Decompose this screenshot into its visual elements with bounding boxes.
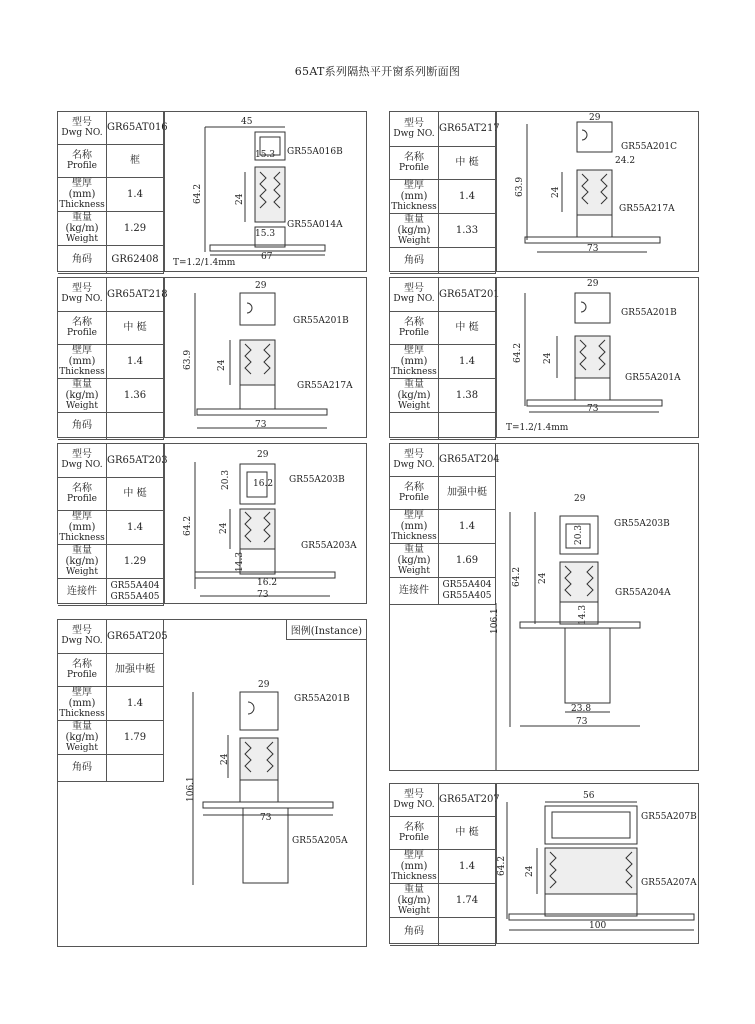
dwg-number: GR65AT218	[107, 278, 164, 311]
dwg-number: GR65AT204	[439, 444, 496, 476]
profile-card-gr65at217: 型号 Dwg NO. GR65AT217 名称 Profile 中 梃 壁厚 (mm) Thickness 1.4 重量 (kg/m) Weight 1.33 角码 29 GR55A201C 24.2 24 63.9 GR55A217A 73	[389, 111, 699, 272]
dim-bottom: 67	[261, 252, 273, 262]
profile-card-gr65at203: 型号 Dwg NO. GR65AT203 名称 Profile 中 梃 壁厚 (mm) Thickness 1.4 重量 (kg/m) Weight 1.29 连接件 GR55A404 GR55A405 29 20.3 16.2 GR55A203B 24 64.2 GR55A203A 14.3 16.2 73	[57, 443, 367, 604]
profile-section-svg	[497, 784, 700, 943]
thickness-note: T=1.2/1.4mm	[506, 423, 569, 433]
profile-card-gr65at204: 型号 Dwg NO. GR65AT204 名称 Profile 加强中梃 壁厚 (mm) Thickness 1.4 重量 (kg/m) Weight 1.69 连接件 GR55A404 GR55A405 29 GR55A203B 20.3 24 64.2 GR55A204A 14.3 106.1 23.8 73	[389, 443, 699, 771]
profile-card-gr65at218: 型号 Dwg NO. GR65AT218 名称 Profile 中 梃 壁厚 (mm) Thickness 1.4 重量 (kg/m) Weight 1.36 角码 29 GR55A201B 24 63.9 GR55A217A 73	[57, 277, 367, 438]
dwg-number: GR65AT207	[439, 784, 496, 816]
dim-mid: 24	[235, 193, 245, 205]
weight-value: 1.33	[439, 213, 496, 247]
weight-value: 1.79	[107, 720, 164, 754]
thickness-value: 1.4	[439, 179, 496, 213]
dwg-number: GR65AT201	[439, 278, 496, 311]
dwg-number: GR65AT203	[107, 444, 164, 477]
profile-name: 加强中梃	[439, 476, 496, 509]
corner-code: GR62408	[107, 245, 164, 273]
profile-name: 框	[107, 144, 164, 177]
profile-name: 中 梃	[439, 146, 496, 179]
thickness-value: 1.4	[107, 177, 164, 211]
dim-upper: 15.3	[255, 150, 276, 160]
connector-codes: GR55A404 GR55A405	[439, 577, 496, 604]
thickness-note: T=1.2/1.4mm	[173, 258, 236, 268]
connector-codes: GR55A404 GR55A405	[107, 578, 164, 605]
profile-drawing	[164, 112, 368, 271]
dwg-number: GR65AT016	[107, 112, 164, 144]
thickness-value: 1.4	[439, 344, 496, 378]
profile-section-svg	[390, 444, 698, 770]
profile-card-gr65at207: 型号 Dwg NO. GR65AT207 名称 Profile 中 梃 壁厚 (mm) Thickness 1.4 重量 (kg/m) Weight 1.74 角码 56 GR55A207B 24 64.2 GR55A207A 100	[389, 783, 699, 944]
dwg-number: GR65AT217	[439, 112, 496, 146]
thickness-value: 1.4	[107, 344, 164, 378]
profile-name: 加强中梃	[107, 653, 164, 686]
profile-card-gr65at201: 型号 Dwg NO. GR65AT201 名称 Profile 中 梃 壁厚 (mm) Thickness 1.4 重量 (kg/m) Weight 1.38 29 GR55A201B 24 64.2 GR55A201A 73 T=1.2/1.4mm	[389, 277, 699, 438]
weight-value: 1.69	[439, 543, 496, 577]
thickness-value: 1.4	[107, 510, 164, 544]
weight-value: 1.29	[107, 544, 164, 578]
profile-name: 中 梃	[107, 477, 164, 510]
profile-name: 中 梃	[439, 816, 496, 849]
part-a-label: GR55A016B	[287, 147, 343, 157]
profile-card-gr65at205: 图例(Instance) 型号 Dwg NO. GR65AT205 名称 Profile 加强中梃 壁厚 (mm) Thickness 1.4 重量 (kg/m) Weight 1.79 角码 29 GR55A201B 24 106.1 73 GR55A205A	[57, 619, 367, 947]
profile-section-svg	[58, 620, 366, 946]
spec-table: 型号 Dwg NO. GR65AT016 名称 Profile 框 壁厚 (mm) Thickness 1.4 重量 (kg/m) Weight 1.29 角码 GR62408	[58, 112, 164, 274]
profile-section-svg	[497, 278, 700, 437]
weight-value: 1.36	[107, 378, 164, 412]
page-title: 65AT系列隔热平开窗系列断面图	[294, 65, 461, 78]
weight-value: 1.29	[107, 211, 164, 245]
dim-lower: 15.3	[255, 229, 276, 239]
profile-section-svg	[165, 278, 368, 437]
dim-height: 64.2	[193, 183, 203, 204]
thickness-value: 1.4	[439, 849, 496, 883]
dwg-number: GR65AT205	[107, 620, 164, 653]
profile-card-gr65at016	[57, 111, 367, 272]
weight-value: 1.38	[439, 378, 496, 412]
thickness-value: 1.4	[107, 686, 164, 720]
thickness-value: 1.4	[439, 509, 496, 543]
profile-name: 中 梃	[439, 311, 496, 344]
weight-value: 1.74	[439, 883, 496, 917]
dim-top: 45	[241, 117, 253, 127]
profile-name: 中 梃	[107, 311, 164, 344]
part-b-label: GR55A014A	[287, 220, 343, 230]
instance-legend: 图例(Instance)	[286, 620, 366, 640]
profile-section-svg	[497, 112, 700, 271]
